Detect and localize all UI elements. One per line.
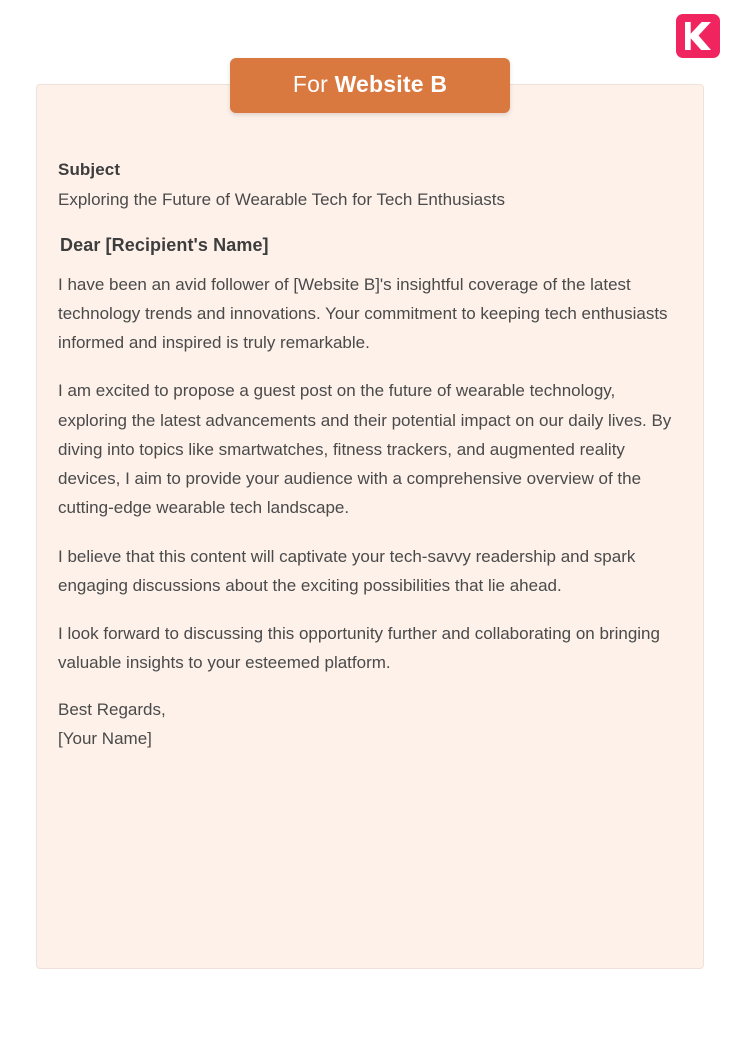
- salutation: Dear [Recipient's Name]: [60, 234, 269, 255]
- km-monogram-icon: [676, 14, 720, 58]
- body-paragraph: I believe that this content will captivate your tech-savvy readership and spark engaging discussions about the exciting possibilities that lie ahead.: [58, 546, 636, 595]
- banner-title: [260, 72, 480, 97]
- body-paragraph: I am excited to propose a guest post on the future of wearable technology, exploring the latest advancements and their potential impact on our daily lives. By diving into topics like smartwatches, fitness trackers, and augmented reality devices, I aim to provide your audience with a comprehensive overview of the cutting-edge wearable tech landscape.: [58, 381, 672, 518]
- subject-label: Subject: [58, 160, 121, 179]
- subject-value: Exploring the Future of Wearable Tech for Tech Enthusiasts: [58, 190, 505, 209]
- body-paragraph: I look forward to discussing this opportunity further and collaborating on bringing valuable insights to your esteemed platform.: [58, 623, 660, 673]
- email-body: [58, 160, 686, 754]
- closing-line: Best Regards,: [58, 700, 166, 720]
- signature-line: [Your Name]: [58, 729, 152, 749]
- body-paragraph: I have been an avid follower of [Website B]'s insightful coverage of the latest technology trends and innovations. Your commitment to keeping tech enthusiasts informed and inspired is truly remarkable.: [58, 274, 668, 353]
- km-monogram-glyph: [685, 22, 711, 50]
- brand-logo: [676, 14, 720, 58]
- template-header-banner: [230, 58, 510, 113]
- banner-title-prefix: For: [292, 71, 335, 97]
- banner-title-highlight: Website B: [334, 71, 448, 97]
